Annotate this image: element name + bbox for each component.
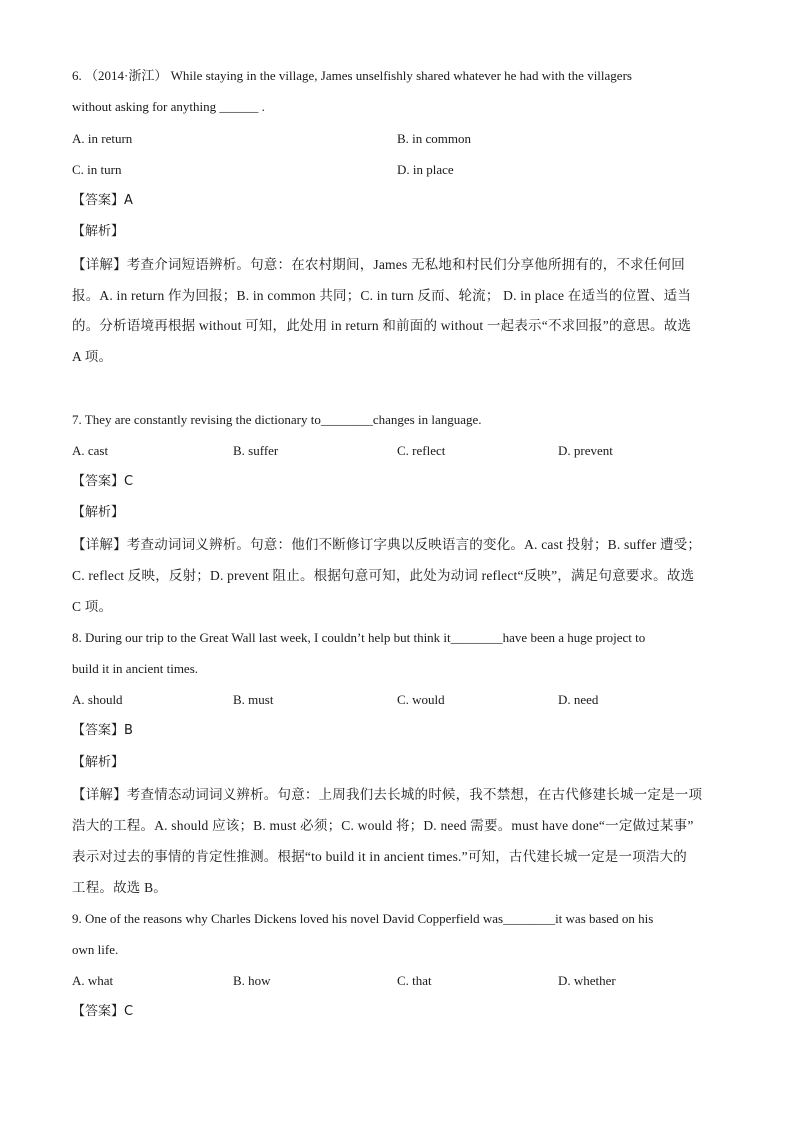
q8-stem-line2: build it in ancient times. [72,661,199,676]
q6-detail-line2: 报。A. in return 作为回报；B. in common 共同；C. in turn 反而、轮流； D. in place 在适当的位置、适当 [72,288,692,303]
q6-option-c: C. in turn [72,162,122,177]
q9-option-d: D. whether [558,973,616,988]
q8-option-c: C. would [397,692,445,707]
q8-answer: 【答案】B [72,723,133,738]
q9-option-c: C. that [397,973,432,988]
q6-option-a: A. in return [72,131,133,146]
q9-option-b: B. how [233,973,271,988]
q6-answer: 【答案】A [72,193,133,208]
q7-detail-line1: 【详解】考查动词词义辨析。句意：他们不断修订字典以反映语言的变化。A. cast 投射；B. suffer 遭受； [72,537,702,552]
q9-answer: 【答案】C [72,1004,134,1019]
q6-analysis-label: 【解析】 [72,224,125,239]
q6-detail-line1: 【详解】考查介词短语辨析。句意：在农村期间，James 无私地和村民们分享他所拥有的，不求任何回 [72,257,685,272]
q8-analysis-label: 【解析】 [72,755,125,770]
q7-analysis-label: 【解析】 [72,505,125,520]
q6-stem-line1: 6. （2014·浙江） While staying in the village, James unselfishly shared whatever he had with the villagers [72,68,632,83]
q6-option-b: B. in common [397,131,472,146]
q8-option-b: B. must [233,692,274,707]
q8-detail-line3: 表示对过去的事情的肯定性推测。根据“to build it in ancient times.”可知，古代建长城一定是一项浩大的 [72,849,688,864]
q9-stem-line2: own life. [72,942,119,957]
q7-answer: 【答案】C [72,474,134,489]
q6-detail-line4: A 项。 [72,349,113,364]
q8-stem-line1: 8. During our trip to the Great Wall last week, I couldn’t help but think it________have been a huge project to [72,630,646,645]
q8-option-d: D. need [558,692,599,707]
q7-detail-line3: C 项。 [72,599,113,614]
q6-option-d: D. in place [397,162,454,177]
q8-option-a: A. should [72,692,123,707]
q8-detail-line2: 浩大的工程。A. should 应该；B. must 必须；C. would 将；D. need 需要。must have done“一定做过某事” [72,818,694,833]
q7-option-d: D. prevent [558,443,613,458]
q7-stem-line1: 7. They are constantly revising the dictionary to________changes in language. [72,412,482,427]
q6-detail-line3: 的。分析语境再根据 without 可知，此处用 in return 和前面的 without 一起表示“不求回报”的意思。故选 [72,318,692,333]
q9-option-a: A. what [72,973,114,988]
q7-option-a: A. cast [72,443,109,458]
q9-stem-line1: 9. One of the reasons why Charles Dickens loved his novel David Copperfield was________it was based on his [72,911,654,926]
q7-option-b: B. suffer [233,443,279,458]
q7-detail-line2: C. reflect 反映，反射；D. prevent 阻止。根据句意可知，此处为动词 reflect“反映”，满足句意要求。故选 [72,568,695,583]
q7-option-c: C. reflect [397,443,446,458]
q6-stem-line2: without asking for anything ______ . [72,99,265,114]
q8-detail-line1: 【详解】考查情态动词词义辨析。句意：上周我们去长城的时候，我不禁想，在古代修建长城一定是一项 [72,787,703,802]
q8-detail-line4: 工程。故选 B。 [72,880,167,895]
